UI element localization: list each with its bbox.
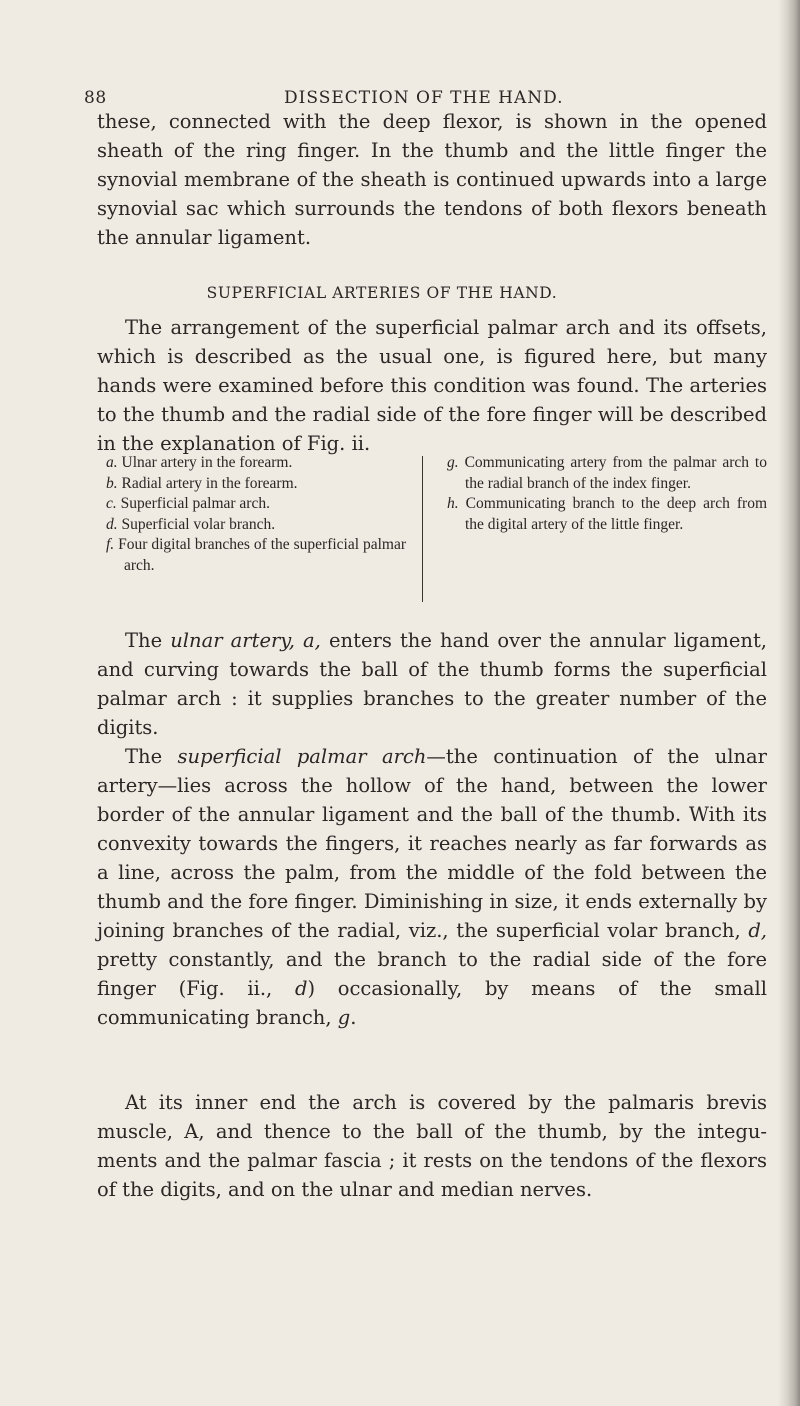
- paragraph-arrangement: The arrangement of the superficial palmar arch and its offsets, which is described as the usual one, is figured here, but many hands were examined before this condition was found. The arteries to the thumb and the radial side of the fore finger will be described in the explanation of Fig. ii.: [97, 316, 767, 455]
- legend-text: Communicating artery from the palmar arch to the radial branch of the index finger.: [464, 454, 767, 492]
- legend-item: [447, 453, 767, 494]
- italic-term: ulnar artery, a,: [170, 629, 321, 652]
- text-run: The: [125, 629, 171, 652]
- legend-item: [106, 535, 406, 576]
- legend-left-column: [106, 453, 406, 576]
- italic-term: superficial palmar arch: [177, 745, 427, 768]
- section-heading: SUPERFICIAL ARTERIES OF THE HAND.: [206, 284, 558, 302]
- legend-text: Superficial volar branch.: [121, 515, 276, 533]
- legend-letter: d.: [106, 515, 118, 533]
- legend-letter: b.: [106, 474, 118, 492]
- legend-item: [106, 494, 406, 515]
- text-run: ) occasionally, by means of the small communicating branch,: [97, 977, 767, 1029]
- text-run: The: [125, 745, 178, 768]
- text-run: enters the hand over the annular ligament, and curving towards the ball of the thumb forms the superficial palmar arch : it supplies branches to the greater number of the digits.: [97, 629, 767, 739]
- running-title: DISSECTION OF THE HAND.: [284, 88, 564, 108]
- legend-right-column: [447, 453, 767, 535]
- legend-item: [106, 474, 406, 495]
- paragraph-inner-end: At its inner end the arch is covered by the palmaris brevis muscle, A, and thence to the ball of the thumb, by the integu- ments and the palmar fascia ; it rests on the tendons of the flexors of the digits, and on the ulnar and median nerves.: [97, 1091, 767, 1201]
- text-run: pretty constantly, and the branch to the radial side of the fore finger (Fig. ii.,: [97, 948, 767, 1000]
- text-run: .: [350, 1006, 357, 1029]
- legend-letter: c.: [106, 495, 117, 512]
- legend-letter: f.: [106, 536, 115, 553]
- legend-item: [106, 515, 406, 536]
- italic-ref: g: [337, 1006, 351, 1029]
- legend-item: [447, 494, 767, 535]
- legend-letter: g.: [447, 454, 459, 471]
- paragraph-ulnar-artery: [97, 626, 767, 742]
- paragraph-superficial-arch: [97, 742, 767, 1032]
- legend-item: [106, 453, 406, 474]
- italic-ref: d,: [748, 919, 767, 942]
- legend-letter: h.: [447, 495, 459, 512]
- book-spine-shadow: [778, 0, 800, 1406]
- page-number: 88: [84, 88, 107, 108]
- paragraph-continuation: these, connected with the deep flexor, is shown in the opened sheath of the ring finger. In the thumb and the little finger the synovial membrane of the sheath is continued upwards into a large synovial sac which surrounds the tendons of both flexors beneath the annular ligament.: [97, 110, 767, 249]
- text-run: —the continuation of the ulnar artery—lies across the hollow of the hand, between the lower border of the annular ligament and the ball of the thumb. With its convexity towards the fingers, it reaches nearly as far forwards as a line, across the palm, from the middle of the fold between the thumb and the fore finger. Diminishing in size, it ends externally by joining branches of the radial, viz., the superficial volar branch,: [97, 745, 767, 942]
- legend-divider: [422, 456, 423, 602]
- legend-text: Ulnar artery in the forearm.: [121, 454, 293, 471]
- legend-letter: a.: [106, 454, 118, 471]
- legend-text: Superficial palmar arch.: [120, 495, 270, 512]
- legend-text: Communicating branch to the deep arch from the digital artery of the little finger.: [465, 495, 768, 533]
- legend-text: Radial artery in the forearm.: [121, 474, 298, 492]
- italic-ref: d: [294, 977, 308, 1000]
- figure-legend: [97, 453, 769, 608]
- legend-text: Four digital branches of the superficial palmar arch.: [118, 536, 407, 574]
